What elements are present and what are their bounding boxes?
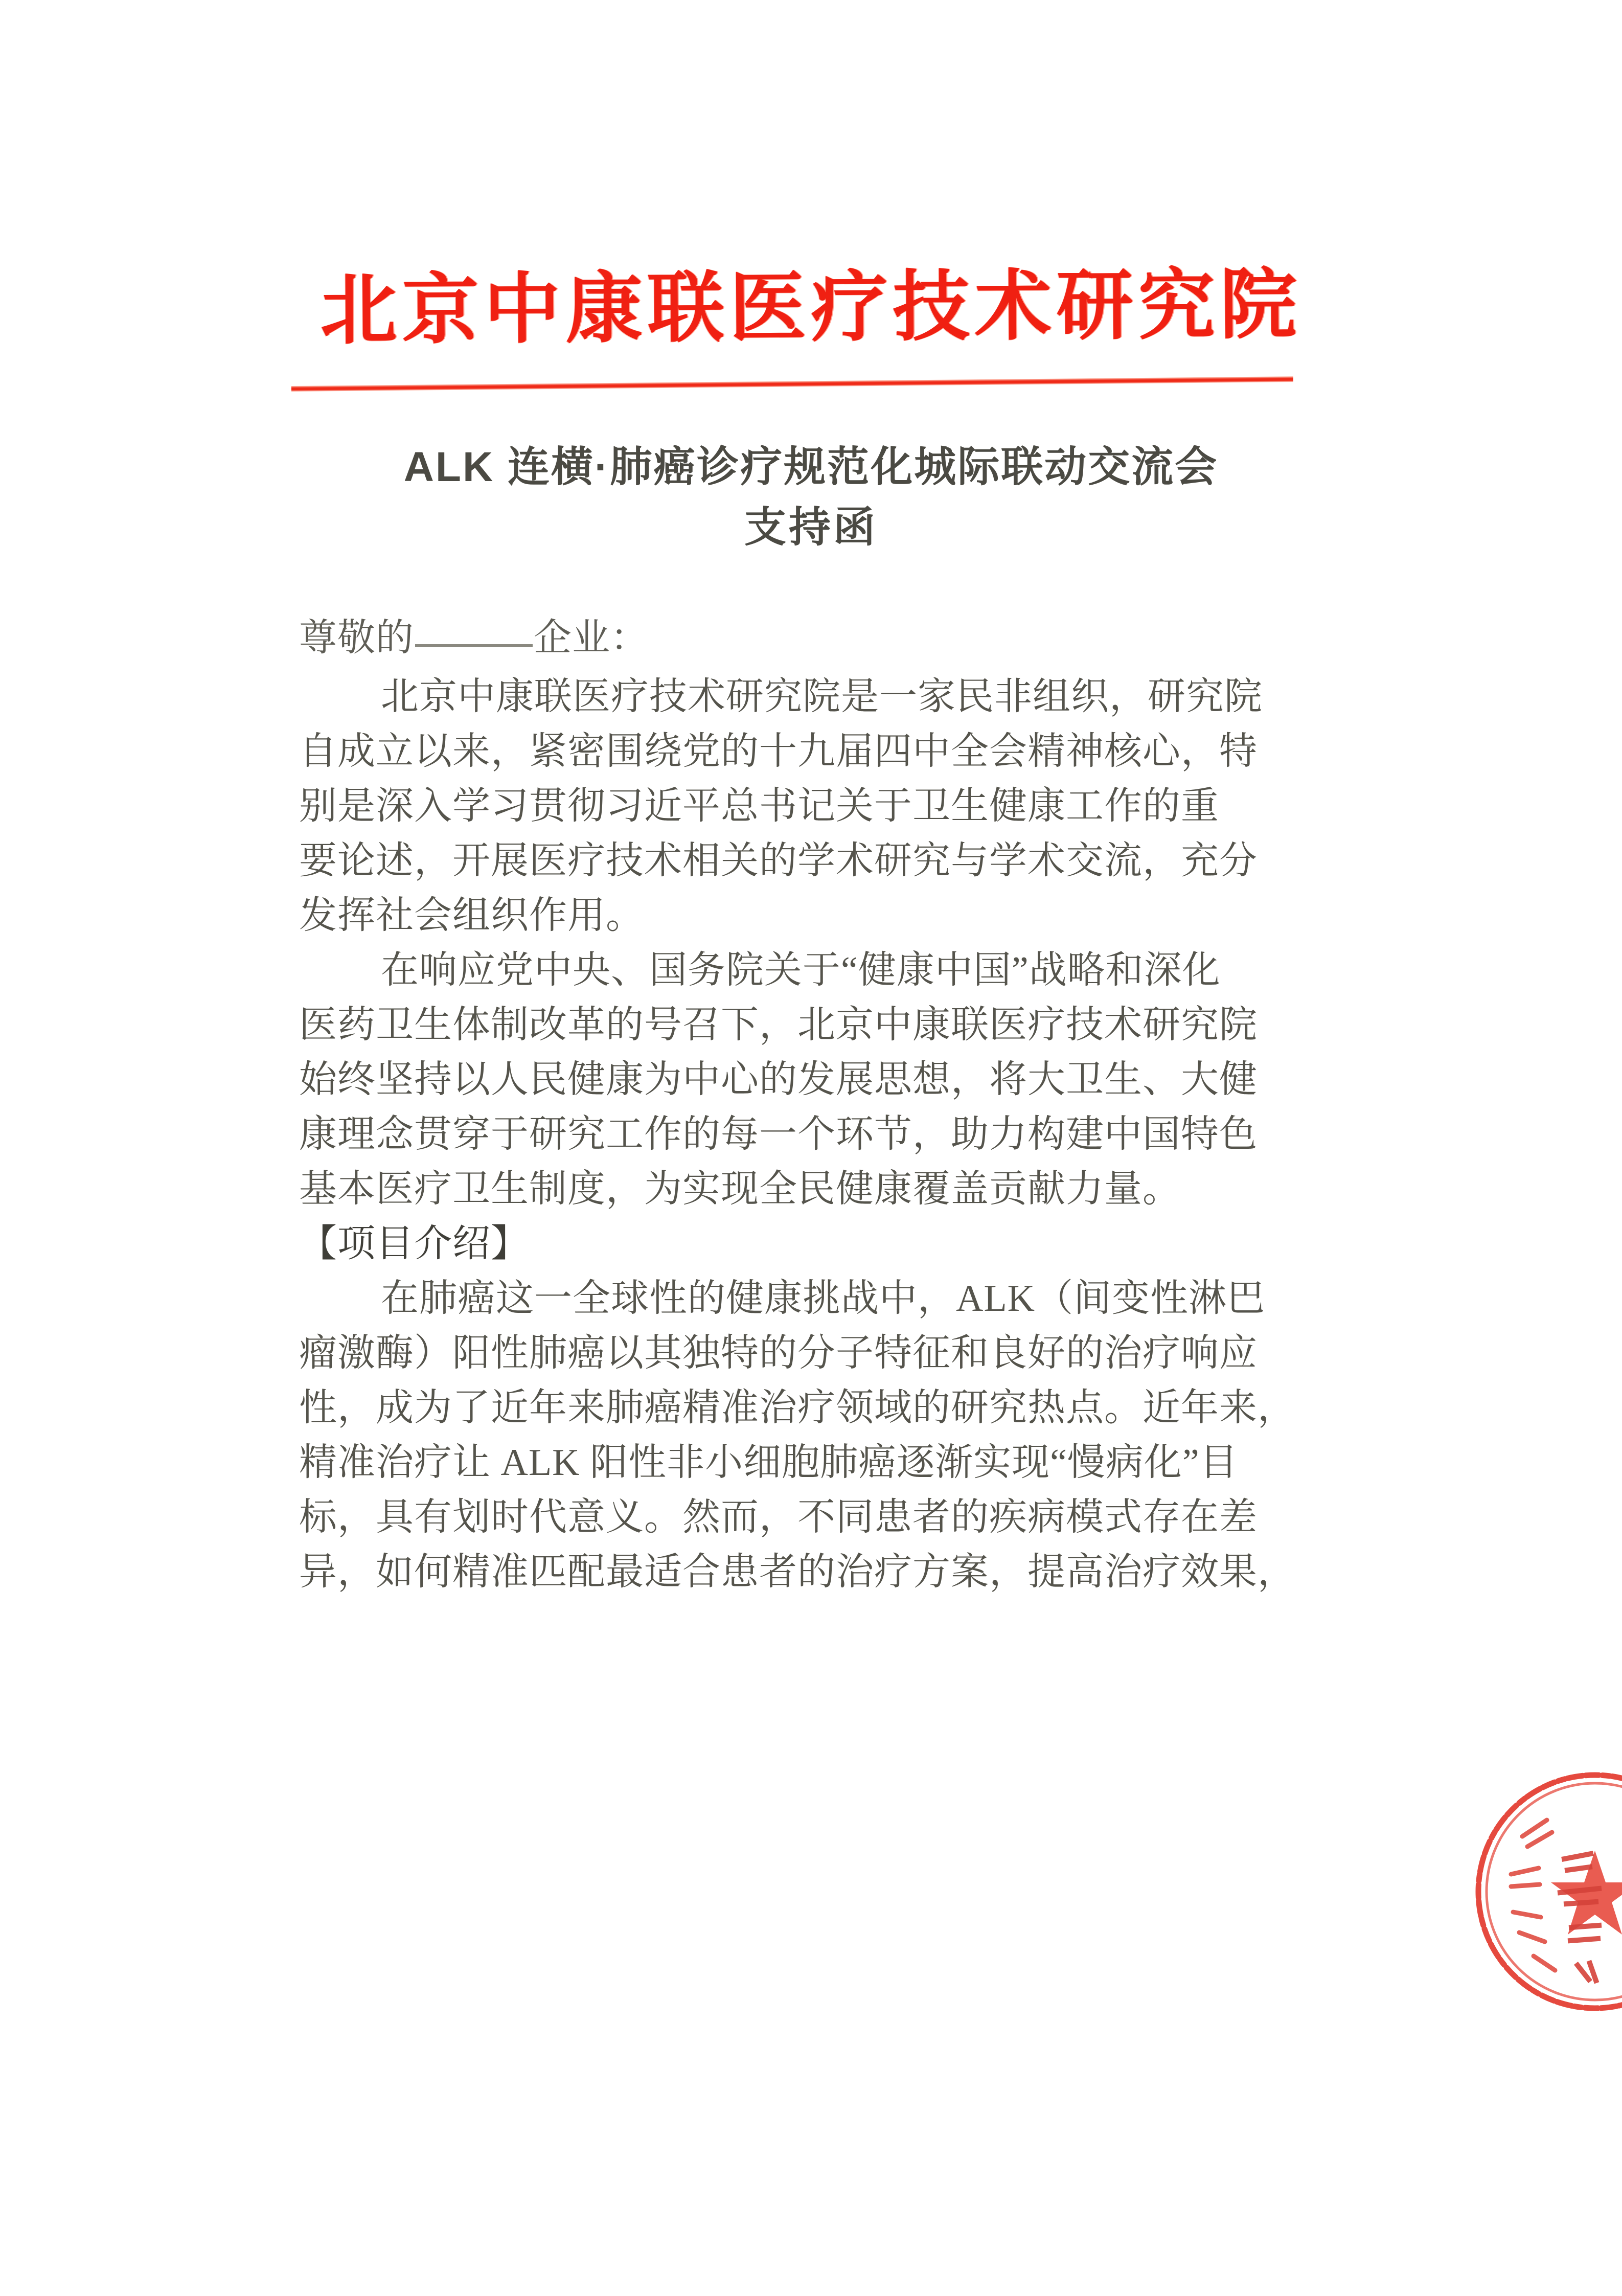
salutation-line: [299, 611, 1298, 666]
paragraph-line: 别是深入学习贯彻习近平总书记关于卫生健康工作的重: [299, 785, 1219, 827]
official-red-seal-icon: [1462, 1759, 1622, 2025]
document-body: [299, 611, 1298, 1600]
paragraph-line: 要论述，开展医疗技术相关的学术研究与学术交流，充分: [299, 840, 1258, 882]
mission-paragraph: [299, 943, 1298, 1217]
section-heading-project-intro: 【项目介绍】: [299, 1223, 529, 1265]
paragraph-line: 自成立以来，紧密围绕党的十九届四中全会精神核心，特: [299, 731, 1258, 772]
letterhead-divider-rule: [291, 376, 1293, 392]
document-title-main: ALK 连横·肺癌诊疗规范化城际联动交流会: [403, 444, 1219, 490]
paragraph-line: 在响应党中央、国务院关于“健康中国”战略和深化: [381, 949, 1221, 991]
intro-paragraph: [299, 670, 1298, 943]
paragraph-line: 发挥社会组织作用。: [299, 895, 644, 937]
paragraph-line: 在肺癌这一全球性的健康挑战中，ALK（间变性淋巴: [381, 1278, 1266, 1320]
paragraph-line: 医药卫生体制改革的号召下，北京中康联医疗技术研究院: [299, 1004, 1258, 1046]
paragraph-line: 始终坚持以人民健康为中心的发展思想，将大卫生、大健: [299, 1059, 1258, 1101]
document-title-block: [0, 437, 1622, 558]
paragraph-line: 北京中康联医疗技术研究院是一家民非组织，研究院: [381, 676, 1263, 718]
official-seal-container: [1462, 1759, 1622, 2025]
paragraph-line: 精准治疗让 ALK 阳性非小细胞肺癌逐渐实现“慢病化”目: [299, 1442, 1238, 1484]
organization-letterhead: 北京中康联医疗技术研究院: [320, 263, 1303, 354]
salutation-prefix: 尊敬的: [299, 617, 414, 659]
salutation-suffix: 企业：: [534, 617, 649, 659]
paragraph-line: 标，具有划时代意义。然而，不同患者的疾病模式存在差: [299, 1496, 1258, 1538]
paragraph-line: 基本医疗卫生制度，为实现全民健康覆盖贡献力量。: [299, 1168, 1181, 1210]
document-title-sub: 支持函: [744, 504, 878, 551]
paragraph-line: 性，成为了近年来肺癌精准治疗领域的研究热点。近年来，: [299, 1387, 1296, 1429]
paragraph-line: 瘤激酶）阳性肺癌以其独特的分子特征和良好的治疗响应: [299, 1332, 1258, 1374]
paragraph-line: 异，如何精准匹配最适合患者的治疗方案，提高治疗效果，: [299, 1551, 1296, 1593]
project-intro-paragraph: [299, 1271, 1298, 1600]
paragraph-line: 康理念贯穿于研究工作的每一个环节，助力构建中国特色: [299, 1113, 1258, 1155]
recipient-blank-field[interactable]: [415, 644, 533, 647]
